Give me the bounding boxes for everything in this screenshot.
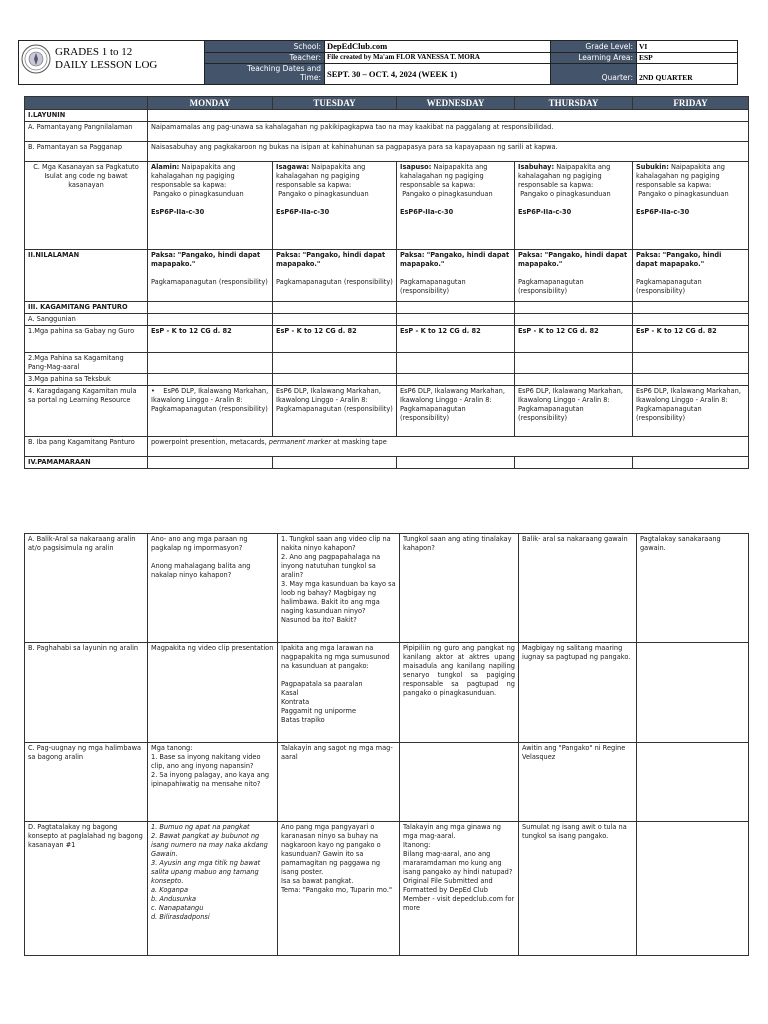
day-header-friday: FRIDAY xyxy=(633,97,749,110)
portal-monday: • EsP6 DLP, Ikalawang Markahan, Ikawalong Linggo - Aralin 8: Pagkamapanagutan (responsibility) xyxy=(148,386,273,437)
list-item: Pagpapatala sa paaralan xyxy=(281,680,363,688)
kasanayan-wednesday: Isapuso: Naipapakita ang kahalagahan ng pagiging responsable sa kapwa: Pangako o pinagkasunduan EsP6P-IIa-c-30 xyxy=(397,162,515,250)
kasanayan-tuesday: Isagawa: Naipapakita ang kahalagahan ng pagiging responsable sa kapwa: Pangako o pinagkasunduan EsP6P-IIa-c-30 xyxy=(273,162,397,250)
section-pamamaraan: IV.PAMAMARAAN xyxy=(25,457,148,469)
teacher-value: File created by Ma'am FLOR VANESSA T. MORA xyxy=(324,52,550,63)
portal-thursday: EsP6 DLP, Ikalawang Markahan, Ikawalong Linggo - Aralin 8: Pagkamapanagutan (responsibility) xyxy=(515,386,633,437)
row-label-balik-aral: A. Balik-Aral sa nakaraang aralin at/o pagsisimula ng aralin xyxy=(25,534,148,643)
nilalaman-thursday: Paksa: "Pangako, hindi dapat mapapako." Pagkamapanagutan (responsibility) xyxy=(515,250,633,302)
pamantayan-sa-pagganap-text: Naisasabuhay ang pagkakaroon ng bukas na isipan at kahinahunan sa pagpapasya para sa kapayapaan ng sarili at kapwa. xyxy=(148,142,749,162)
header-info-grid xyxy=(204,41,737,84)
list-item: Batas trapiko xyxy=(281,716,325,724)
list-item: Kontrata xyxy=(281,698,310,706)
pagtatalakay-tuesday: Ano pang mga pangyayari o karanasan ninyo sa buhay na nagkaroon kayo ng pangako o kasunduan? Gawin ito sa pamamagitan ng paggawa ng isang poster. Isa sa bawat pangkat. Tema: "Pangako mo, Tuparin mo." xyxy=(278,822,400,956)
section-nilalaman: II.NILALAMAN xyxy=(25,250,148,302)
section-kagamitang-panturo: III. KAGAMITANG PANTURO xyxy=(25,302,148,314)
nilalaman-monday: Paksa: "Pangako, hindi dapat mapapako." Pagkamapanagutan (responsibility) xyxy=(148,250,273,302)
pag-uugnay-thursday: Awitin ang "Pangako" ni Regine Velasquez xyxy=(519,743,637,822)
pag-uugnay-monday: Mga tanong: 1. Base sa inyong nakitang video clip, ano ang inyong napansin? 2. Sa inyong palagay, ano kaya ang ipinapahiwatig na mensahe nito? xyxy=(148,743,278,822)
paghahabi-monday: Magpakita ng video clip presentation xyxy=(148,643,278,743)
kasunduan-list xyxy=(281,680,396,725)
row-label-pag-uugnay: C. Pag-uugnay ng mga halimbawa sa bagong aralin xyxy=(25,743,148,822)
nilalaman-friday: Paksa: "Pangako, hindi dapat mapapako." Pagkamapanagutan (responsibility) xyxy=(633,250,749,302)
school-value: DepEdClub.com xyxy=(324,41,550,52)
gabay-friday: EsP - K to 12 CG d. 82 xyxy=(633,326,749,353)
nilalaman-tuesday: Paksa: "Pangako, hindi dapat mapapako." Pagkamapanagutan (responsibility) xyxy=(273,250,397,302)
pag-uugnay-friday xyxy=(637,743,749,822)
row-label-pamantayan-sa-pagganap: B. Pamantayan sa Pagganap xyxy=(25,142,148,162)
dll-header xyxy=(18,40,738,85)
grade-level-value: VI xyxy=(636,41,737,52)
day-header-wednesday: WEDNESDAY xyxy=(397,97,515,110)
row-label-learning-resource: 4. Karagdagang Kagamitan mula sa portal ng Learning Resource xyxy=(25,386,148,437)
section-layunin: I.LAYUNIN xyxy=(25,110,148,122)
portal-tuesday: EsP6 DLP, Ikalawang Markahan, Ikawalong Linggo - Aralin 8: Pagkamapanagutan (responsibility) xyxy=(273,386,397,437)
balik-aral-friday: Pagtalakay sanakaraang gawain. xyxy=(637,534,749,643)
pagtatalakay-monday: 1. Bumuo ng apat na pangkat 2. Bawat pangkat ay bubunot ng isang numero na may naka akdang Gawain. 3. Ayusin ang mga titik ng bawat salita upang mabuo ang tamang konsepto. a. Koganpa b. Andusunka c. Nanapatangu d. Bilirasdadponsi xyxy=(148,822,278,956)
paghahabi-friday xyxy=(637,643,749,743)
balik-aral-thursday: Balik- aral sa nakaraang gawain xyxy=(519,534,637,643)
gabay-wednesday: EsP - K to 12 CG d. 82 xyxy=(397,326,515,353)
row-label-kagamitang-pang-mag-aaral: 2.Mga Pahina sa Kagamitang Pang-Mag-aaral xyxy=(25,353,148,374)
row-label-teksbuk: 3.Mga pahina sa Teksbuk xyxy=(25,374,148,386)
row-label-sanggunian: A. Sanggunian xyxy=(25,314,148,326)
row-label-pamantayang-pangnilalaman: A. Pamantayang Pangnilalaman xyxy=(25,122,148,142)
kasanayan-thursday: Isabuhay: Naipapakita ang kahalagahan ng pagiging responsable sa kapwa: Pangako o pinagkasunduan EsP6P-IIa-c-30 xyxy=(515,162,633,250)
paghahabi-wednesday: Pipipiliin ng guro ang pangkat ng kanilang aktor at aktres upang maisadula ang kanilang napiling senaryo tungkol sa pagiging responsable sa pagtupad ng pangako o pinagkasunduan. xyxy=(400,643,519,743)
list-item: c. Nanapatangu xyxy=(151,904,204,912)
list-item: Kasal xyxy=(281,689,299,697)
dll-title: GRADES 1 to 12 DAILY LESSON LOG xyxy=(55,46,158,71)
row-label-paghahabi: B. Paghahabi sa layunin ng aralin xyxy=(25,643,148,743)
grade-level-label: Grade Level: xyxy=(550,41,636,52)
teacher-label: Teacher: xyxy=(204,52,324,63)
pag-uugnay-wednesday xyxy=(400,743,519,822)
balik-aral-tuesday: 1. Tungkol saan ang video clip na nakita ninyo kahapon? 2. Ano ang pagpapahalaga na inyong natutuhan tungkol sa aralin? 3. May mga kasunduan ba kayo sa loob ng bahay? Magbigay ng halimbawa. Bakit ito ang mga naging kasunduan ninyo? Nasunod ba ito? Bakit? xyxy=(278,534,400,643)
row-label-gabay-ng-guro: 1.Mga pahina sa Gabay ng Guro xyxy=(25,326,148,353)
day-header-thursday: THURSDAY xyxy=(515,97,633,110)
dates-label: Teaching Dates and Time: xyxy=(204,63,324,84)
row-label-pagtatalakay: D. Pagtatalakay ng bagong konsepto at paglalahad ng bagong kasanayan #1 xyxy=(25,822,148,956)
paghahabi-tuesday: Ipakita ang mga larawan na nagpapakita ng mga sumusunod na kasunduan at pangako: Pagpapatala sa paaralan Kasal Kontrata Paggamit ng uniporme Batas trapiko xyxy=(278,643,400,743)
pagtatalakay-thursday: Sumulat ng isang awit o tula na tungkol sa isang pangako. xyxy=(519,822,637,956)
iba-pang-kagamitan-text: powerpoint presention, metacards, permanent marker at masking tape xyxy=(148,437,749,457)
learning-area-label: Learning Area: xyxy=(550,52,636,63)
row-label-kasanayan: C. Mga Kasanayan sa Pagkatuto Isulat ang code ng bawat kasanayan xyxy=(25,162,148,250)
portal-friday: EsP6 DLP, Ikalawang Markahan, Ikawalong Linggo - Aralin 8: Pagkamapanagutan (responsibility) xyxy=(633,386,749,437)
list-item: b. Andusunka xyxy=(151,895,197,903)
lesson-plan-table-bottom xyxy=(24,533,749,956)
pagtatalakay-friday xyxy=(637,822,749,956)
school-label: School: xyxy=(204,41,324,52)
balik-aral-monday: Ano- ano ang mga paraan ng pagkalap ng impormasyon? Anong mahalagang balita ang nakalap ninyo kahapon? xyxy=(148,534,278,643)
paghahabi-thursday: Magbigay ng salitang maaring iugnay sa pagtupad ng pangako. xyxy=(519,643,637,743)
list-item: d. Bilirasdadponsi xyxy=(151,913,210,921)
pag-uugnay-tuesday: Talakayin ang sagot ng mga mag-aaral xyxy=(278,743,400,822)
pagtatalakay-wednesday: Talakayin ang mga ginawa ng mga mag-aaral. Itanong: Bilang mag-aaral, ano ang mararamdaman mo kung ang isang pangako ay hindi natupad? Original File Submitted and Formatted by DepEd Club Member - visit depedclub.com for more xyxy=(400,822,519,956)
header-blank-cell xyxy=(25,97,148,110)
deped-seal-icon xyxy=(21,44,51,74)
quarter-label: Quarter: xyxy=(550,63,636,84)
balik-aral-wednesday: Tungkol saan ang ating tinalakay kahapon? xyxy=(400,534,519,643)
kasanayan-monday: Alamin: Naipapakita ang kahalagahan ng pagiging responsable sa kapwa: Pangako o pinagkasunduan EsP6P-IIa-c-30 xyxy=(148,162,273,250)
list-item: Paggamit ng uniporme xyxy=(281,707,357,715)
gabay-tuesday: EsP - K to 12 CG d. 82 xyxy=(273,326,397,353)
dates-value: SEPT. 30 – OCT. 4, 2024 (WEEK 1) xyxy=(324,63,550,84)
portal-wednesday: EsP6 DLP, Ikalawang Markahan, Ikawalong Linggo - Aralin 8: Pagkamapanagutan (responsibility) xyxy=(397,386,515,437)
pamantayang-pangnilalaman-text: Naipamamalas ang pag-unawa sa kahalagahan ng pakikipagkapwa tao na may kaakibat na paggalang at responsibilidad. xyxy=(148,122,749,142)
quarter-value: 2ND QUARTER xyxy=(636,63,737,84)
gabay-thursday: EsP - K to 12 CG d. 82 xyxy=(515,326,633,353)
list-item: a. Koganpa xyxy=(151,886,188,894)
nilalaman-wednesday: Paksa: "Pangako, hindi dapat mapapako." Pagkamapanagutan (responsibility) xyxy=(397,250,515,302)
kasanayan-friday: Subukin: Naipapakita ang kahalagahan ng pagiging responsable sa kapwa: Pangako o pinagkasunduan EsP6P-IIa-c-30 xyxy=(633,162,749,250)
gabay-monday: EsP - K to 12 CG d. 82 xyxy=(148,326,273,353)
row-label-iba-pang-kagamitan: B. Iba pang Kagamitang Panturo xyxy=(25,437,148,457)
day-header-monday: MONDAY xyxy=(148,97,273,110)
day-header-tuesday: TUESDAY xyxy=(273,97,397,110)
learning-area-value: ESP xyxy=(636,52,737,63)
lesson-plan-table-top xyxy=(24,96,749,469)
